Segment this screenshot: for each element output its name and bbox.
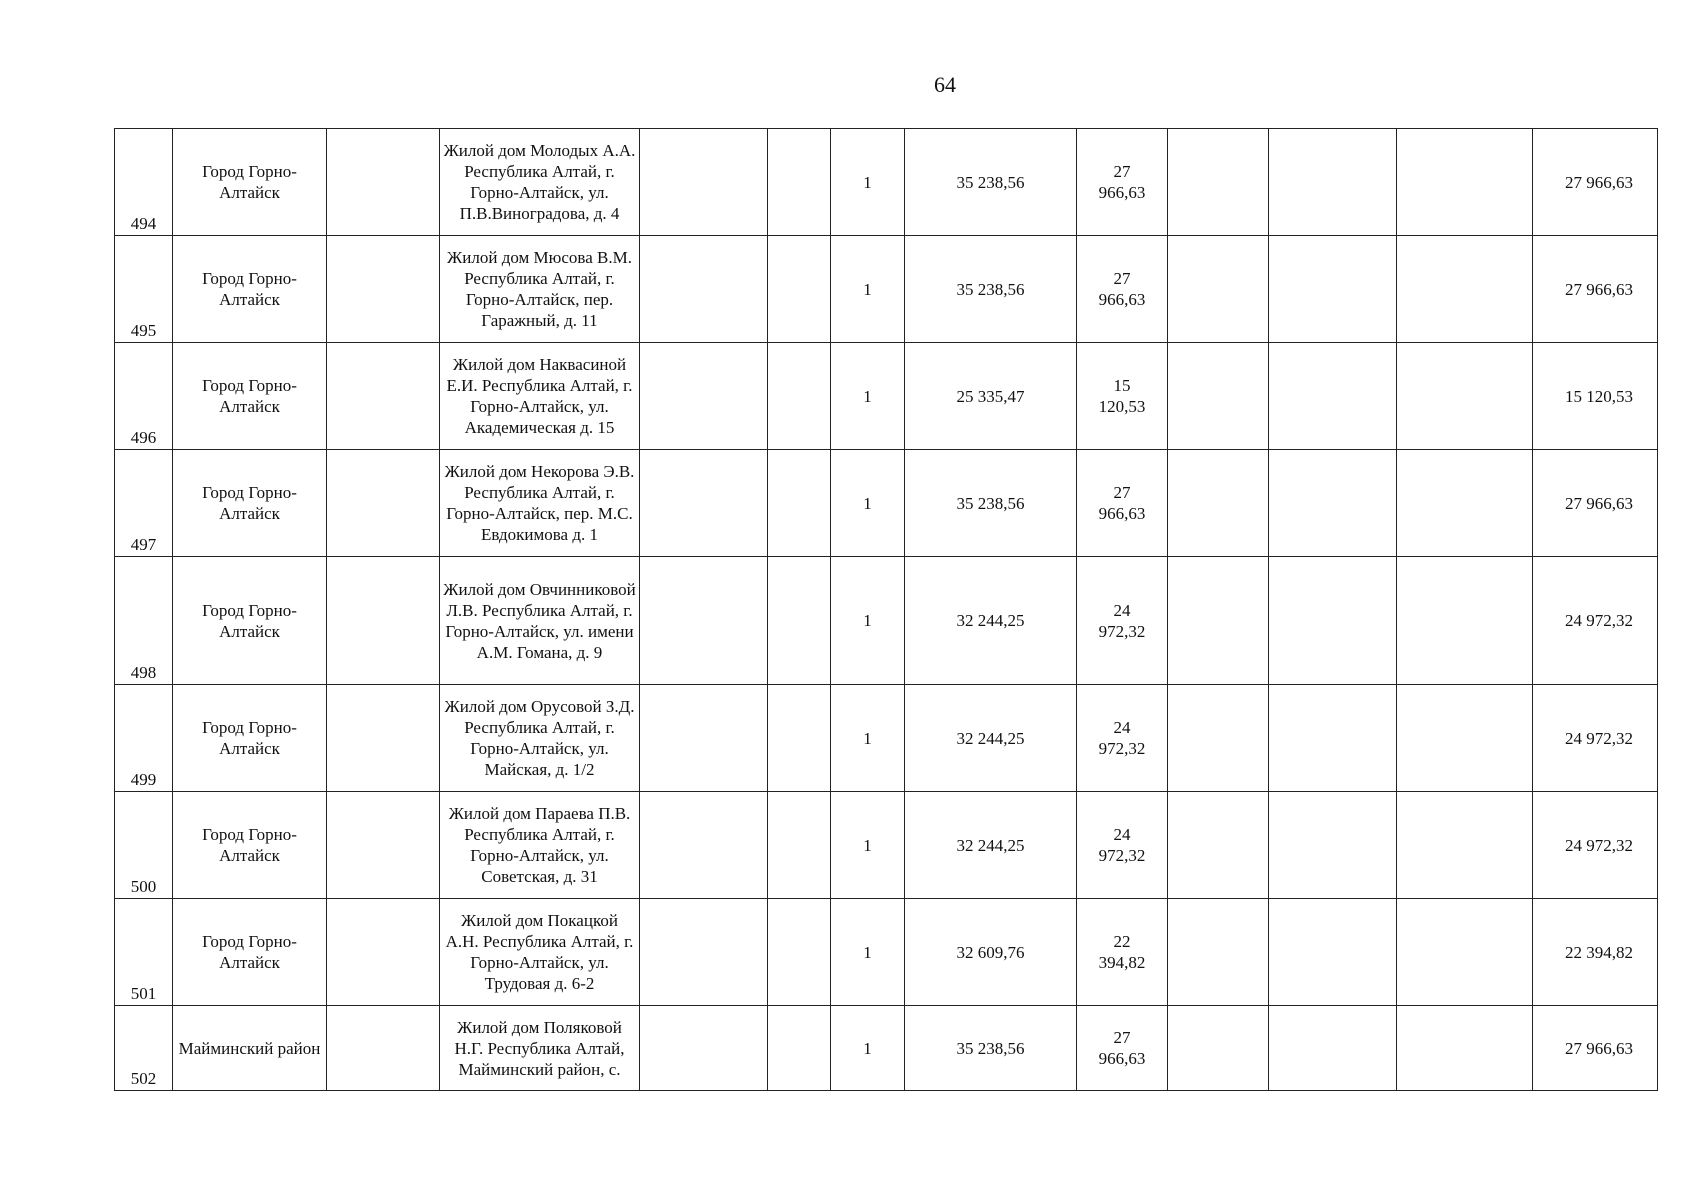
empty-cell bbox=[640, 792, 768, 899]
empty-cell bbox=[640, 450, 768, 557]
amount-cell: 32 244,25 bbox=[905, 557, 1077, 685]
empty-cell bbox=[1397, 450, 1533, 557]
empty-cell bbox=[327, 557, 440, 685]
amount-cell: 35 238,56 bbox=[905, 236, 1077, 343]
address-cell: Жилой дом Поляковой Н.Г. Республика Алтай, Майминский район, с. bbox=[440, 1006, 640, 1091]
empty-cell bbox=[1269, 450, 1397, 557]
amount-cell: 35 238,56 bbox=[905, 1006, 1077, 1091]
address-cell: Жилой дом Молодых А.А. Республика Алтай, г. Горно-Алтайск, ул. П.В.Виноградова, д. 4 bbox=[440, 129, 640, 236]
total-cell: 15 120,53 bbox=[1533, 343, 1658, 450]
empty-cell bbox=[327, 899, 440, 1006]
amount-cell: 32 609,76 bbox=[905, 899, 1077, 1006]
table-row bbox=[115, 685, 1658, 792]
empty-cell bbox=[640, 343, 768, 450]
empty-cell bbox=[1397, 343, 1533, 450]
empty-cell bbox=[327, 685, 440, 792]
empty-cell bbox=[1168, 557, 1269, 685]
empty-cell bbox=[1269, 236, 1397, 343]
address-cell: Жилой дом Мюсова В.М. Республика Алтай, г. Горно-Алтайск, пер. Гаражный, д. 11 bbox=[440, 236, 640, 343]
address-cell: Жилой дом Покацкой А.Н. Республика Алтай, г. Горно-Алтайск, ул. Трудовая д. 6-2 bbox=[440, 899, 640, 1006]
total-cell: 22 394,82 bbox=[1533, 899, 1658, 1006]
row-number: 499 bbox=[115, 685, 173, 792]
table-row bbox=[115, 236, 1658, 343]
empty-cell bbox=[1269, 792, 1397, 899]
municipality-cell: Город Горно-Алтайск bbox=[173, 557, 327, 685]
empty-cell bbox=[640, 685, 768, 792]
page-number: 64 bbox=[934, 72, 956, 97]
quantity-cell: 1 bbox=[831, 557, 905, 685]
municipality-cell: Город Горно-Алтайск bbox=[173, 792, 327, 899]
row-number: 494 bbox=[115, 129, 173, 236]
total-cell: 27 966,63 bbox=[1533, 236, 1658, 343]
empty-cell bbox=[1168, 450, 1269, 557]
municipality-cell: Город Горно-Алтайск bbox=[173, 899, 327, 1006]
empty-cell bbox=[1397, 129, 1533, 236]
amount-cell: 27 966,63 bbox=[1077, 1006, 1168, 1091]
empty-cell bbox=[640, 899, 768, 1006]
empty-cell bbox=[640, 557, 768, 685]
row-number: 496 bbox=[115, 343, 173, 450]
empty-cell bbox=[327, 129, 440, 236]
table-row bbox=[115, 129, 1658, 236]
empty-cell bbox=[327, 792, 440, 899]
empty-cell bbox=[1269, 343, 1397, 450]
table-row bbox=[115, 792, 1658, 899]
address-cell: Жилой дом Овчинниковой Л.В. Республика Алтай, г. Горно-Алтайск, ул. имени А.М. Гомана, д. 9 bbox=[440, 557, 640, 685]
total-cell: 24 972,32 bbox=[1533, 557, 1658, 685]
empty-cell bbox=[1168, 236, 1269, 343]
amount-cell: 24 972,32 bbox=[1077, 792, 1168, 899]
quantity-cell: 1 bbox=[831, 792, 905, 899]
empty-cell bbox=[1269, 557, 1397, 685]
row-number: 498 bbox=[115, 557, 173, 685]
quantity-cell: 1 bbox=[831, 685, 905, 792]
address-cell: Жилой дом Наквасиной Е.И. Республика Алтай, г. Горно-Алтайск, ул. Академическая д. 15 bbox=[440, 343, 640, 450]
quantity-cell: 1 bbox=[831, 236, 905, 343]
table-body bbox=[115, 129, 1658, 1091]
empty-cell bbox=[1168, 129, 1269, 236]
empty-cell bbox=[1168, 899, 1269, 1006]
empty-cell bbox=[1397, 899, 1533, 1006]
empty-cell bbox=[768, 450, 831, 557]
empty-cell bbox=[1269, 1006, 1397, 1091]
empty-cell bbox=[640, 236, 768, 343]
quantity-cell: 1 bbox=[831, 1006, 905, 1091]
row-number: 500 bbox=[115, 792, 173, 899]
empty-cell bbox=[768, 899, 831, 1006]
empty-cell bbox=[768, 557, 831, 685]
amount-cell: 24 972,32 bbox=[1077, 685, 1168, 792]
empty-cell bbox=[1269, 129, 1397, 236]
amount-cell: 35 238,56 bbox=[905, 129, 1077, 236]
empty-cell bbox=[1397, 792, 1533, 899]
empty-cell bbox=[327, 343, 440, 450]
amount-cell: 22 394,82 bbox=[1077, 899, 1168, 1006]
total-cell: 27 966,63 bbox=[1533, 1006, 1658, 1091]
amount-cell: 32 244,25 bbox=[905, 685, 1077, 792]
empty-cell bbox=[640, 1006, 768, 1091]
amount-cell: 25 335,47 bbox=[905, 343, 1077, 450]
row-number: 502 bbox=[115, 1006, 173, 1091]
amount-cell: 27 966,63 bbox=[1077, 450, 1168, 557]
empty-cell bbox=[768, 236, 831, 343]
quantity-cell: 1 bbox=[831, 899, 905, 1006]
amount-cell: 24 972,32 bbox=[1077, 557, 1168, 685]
empty-cell bbox=[1168, 343, 1269, 450]
empty-cell bbox=[640, 129, 768, 236]
empty-cell bbox=[1168, 685, 1269, 792]
quantity-cell: 1 bbox=[831, 343, 905, 450]
empty-cell bbox=[1168, 792, 1269, 899]
amount-cell: 27 966,63 bbox=[1077, 129, 1168, 236]
municipality-cell: Город Горно-Алтайск bbox=[173, 129, 327, 236]
municipality-cell: Город Горно-Алтайск bbox=[173, 236, 327, 343]
total-cell: 24 972,32 bbox=[1533, 685, 1658, 792]
amount-cell: 27 966,63 bbox=[1077, 236, 1168, 343]
empty-cell bbox=[1397, 1006, 1533, 1091]
amount-cell: 35 238,56 bbox=[905, 450, 1077, 557]
empty-cell bbox=[327, 236, 440, 343]
table-row bbox=[115, 450, 1658, 557]
total-cell: 24 972,32 bbox=[1533, 792, 1658, 899]
row-number: 495 bbox=[115, 236, 173, 343]
row-number: 501 bbox=[115, 899, 173, 1006]
empty-cell bbox=[1397, 557, 1533, 685]
empty-cell bbox=[327, 1006, 440, 1091]
municipality-cell: Город Горно-Алтайск bbox=[173, 685, 327, 792]
table-row bbox=[115, 343, 1658, 450]
quantity-cell: 1 bbox=[831, 129, 905, 236]
amount-cell: 32 244,25 bbox=[905, 792, 1077, 899]
empty-cell bbox=[1397, 685, 1533, 792]
empty-cell bbox=[768, 792, 831, 899]
table-row bbox=[115, 899, 1658, 1006]
empty-cell bbox=[768, 1006, 831, 1091]
amount-cell: 15 120,53 bbox=[1077, 343, 1168, 450]
empty-cell bbox=[768, 343, 831, 450]
total-cell: 27 966,63 bbox=[1533, 129, 1658, 236]
empty-cell bbox=[327, 450, 440, 557]
row-number: 497 bbox=[115, 450, 173, 557]
address-cell: Жилой дом Орусовой З.Д. Республика Алтай, г. Горно-Алтайск, ул. Майская, д. 1/2 bbox=[440, 685, 640, 792]
municipality-cell: Город Горно-Алтайск bbox=[173, 343, 327, 450]
municipality-cell: Город Горно-Алтайск bbox=[173, 450, 327, 557]
empty-cell bbox=[1269, 899, 1397, 1006]
empty-cell bbox=[1397, 236, 1533, 343]
address-cell: Жилой дом Параева П.В. Республика Алтай, г. Горно-Алтайск, ул. Советская, д. 31 bbox=[440, 792, 640, 899]
empty-cell bbox=[1168, 1006, 1269, 1091]
total-cell: 27 966,63 bbox=[1533, 450, 1658, 557]
empty-cell bbox=[768, 685, 831, 792]
municipality-cell: Майминский район bbox=[173, 1006, 327, 1091]
empty-cell bbox=[1269, 685, 1397, 792]
data-table bbox=[114, 128, 1658, 1091]
table-row bbox=[115, 557, 1658, 685]
empty-cell bbox=[768, 129, 831, 236]
address-cell: Жилой дом Некорова Э.В. Республика Алтай, г. Горно-Алтайск, пер. М.С. Евдокимова д. 1 bbox=[440, 450, 640, 557]
quantity-cell: 1 bbox=[831, 450, 905, 557]
table-row bbox=[115, 1006, 1658, 1091]
